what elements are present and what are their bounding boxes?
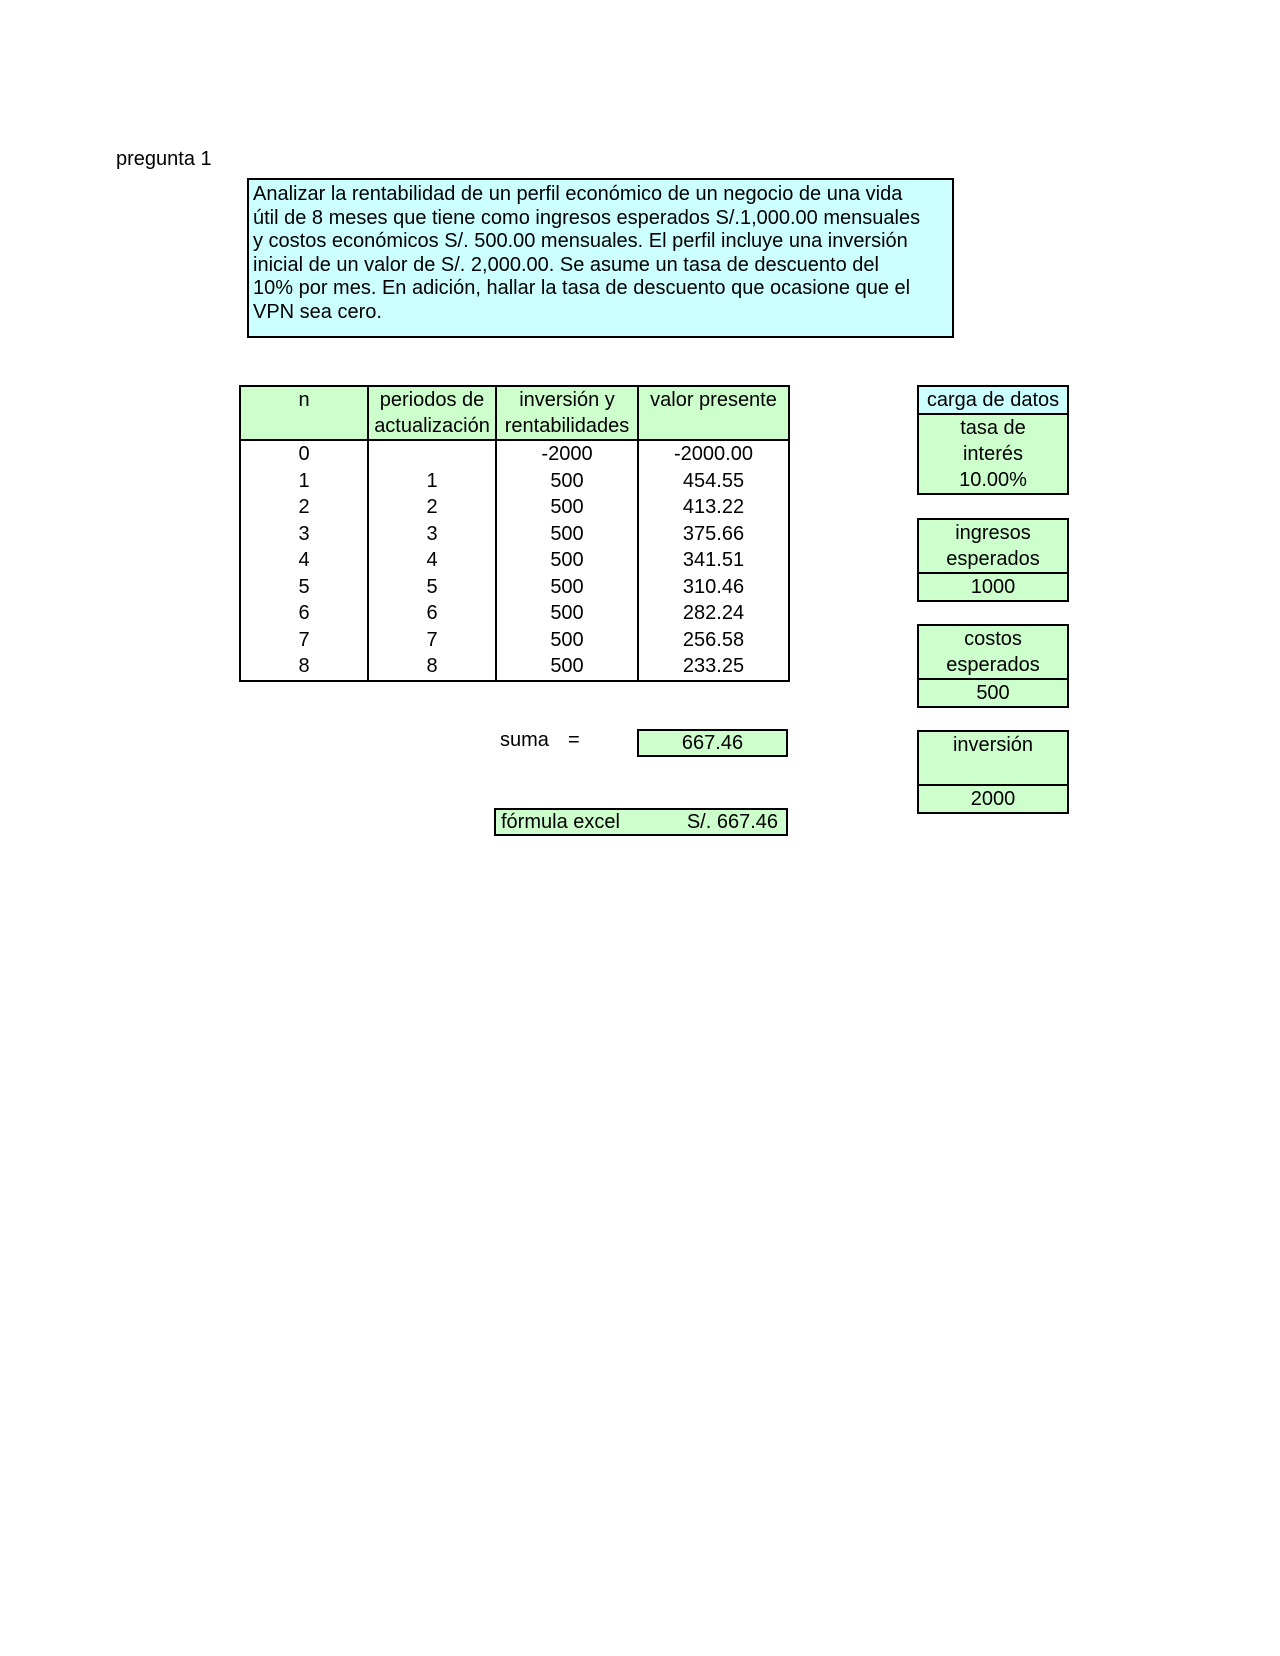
suma-label: suma [500,729,549,751]
formula-excel-box [494,808,788,836]
table-row [240,653,789,681]
table-row [240,627,789,654]
table-row [240,574,789,601]
cell-vp: 341.51 [638,547,789,574]
problem-line: Analizar la rentabilidad de un perfil económico de un negocio de una vida [253,183,903,205]
problem-line: VPN sea cero. [253,300,382,323]
cell-flujo: 500 [496,574,638,601]
cell-n: 8 [240,653,368,681]
formula-value: S/. 667.46 [686,811,778,833]
cell-periodo: 4 [368,547,496,574]
cell-flujo: -2000 [496,440,638,468]
cell-flujo: 500 [496,653,638,681]
cell-periodo: 2 [368,494,496,521]
cell-vp: 375.66 [638,521,789,548]
cell-flujo: 500 [496,627,638,654]
cell-periodo: 6 [368,600,496,627]
table-row [240,494,789,521]
table-row [240,600,789,627]
cell-n: 1 [240,468,368,495]
header-valor-presente: valor presente [638,386,789,440]
cell-vp: -2000.00 [638,440,789,468]
cell-n: 7 [240,627,368,654]
cell-vp: 256.58 [638,627,789,654]
cell-vp: 454.55 [638,468,789,495]
cell-periodo [368,440,496,468]
table-row [240,521,789,548]
cell-n: 2 [240,494,368,521]
cell-n: 3 [240,521,368,548]
cell-n: 4 [240,547,368,574]
cell-vp: 413.22 [638,494,789,521]
cell-flujo: 500 [496,521,638,548]
cell-periodo: 3 [368,521,496,548]
suma-value: 667.46 [637,729,788,757]
header-inversion: inversión y rentabilidades [496,386,638,440]
problem-statement [247,178,954,338]
cell-flujo: 500 [496,600,638,627]
cell-vp: 233.25 [638,653,789,681]
cell-periodo: 8 [368,653,496,681]
suma-equals: = [568,729,580,751]
ingresos-value: 1000 [970,576,1016,598]
cell-n: 6 [240,600,368,627]
cell-periodo: 7 [368,627,496,654]
inversion-label: inversión [919,732,1067,786]
ingresos-label: ingresos esperados [919,520,1067,574]
problem-line: inicial de un valor de S/. 2,000.00. Se asume un tasa de descuento del [253,253,879,276]
table-row [240,468,789,495]
table-header-row [240,386,789,440]
problem-line: y costos económicos S/. 500.00 mensuales. El perfil incluye una inversión [253,230,908,252]
cell-n: 5 [240,574,368,601]
costos-label: costos esperados [919,626,1067,680]
table-row [240,440,789,468]
cell-vp: 310.46 [638,574,789,601]
cell-periodo: 1 [368,468,496,495]
formula-label: fórmula excel [501,811,620,833]
cell-flujo: 500 [496,494,638,521]
cell-vp: 282.24 [638,600,789,627]
costos-value: 500 [976,682,1010,704]
cashflow-table [239,385,790,682]
ingresos-box [917,518,1069,602]
cell-flujo: 500 [496,468,638,495]
problem-line: útil de 8 meses que tiene como ingresos esperados S/.1,000.00 mensuales [253,206,921,229]
header-n: n [240,386,368,440]
table-row [240,547,789,574]
inversion-box [917,730,1069,814]
tasa-interes-box [917,385,1069,495]
cell-n: 0 [240,440,368,468]
inversion-value: 2000 [970,788,1016,810]
tasa-label: tasa de interés 10.00% [919,415,1067,493]
page-title: pregunta 1 [116,148,212,170]
cell-periodo: 5 [368,574,496,601]
carga-datos-title: carga de datos [919,387,1067,415]
header-periodos: periodos de actualización [368,386,496,440]
costos-box [917,624,1069,708]
problem-line: 10% por mes. En adición, hallar la tasa de descuento que ocasione que el [253,277,911,299]
tasa-value: 10.00% [959,469,1027,491]
cell-flujo: 500 [496,547,638,574]
